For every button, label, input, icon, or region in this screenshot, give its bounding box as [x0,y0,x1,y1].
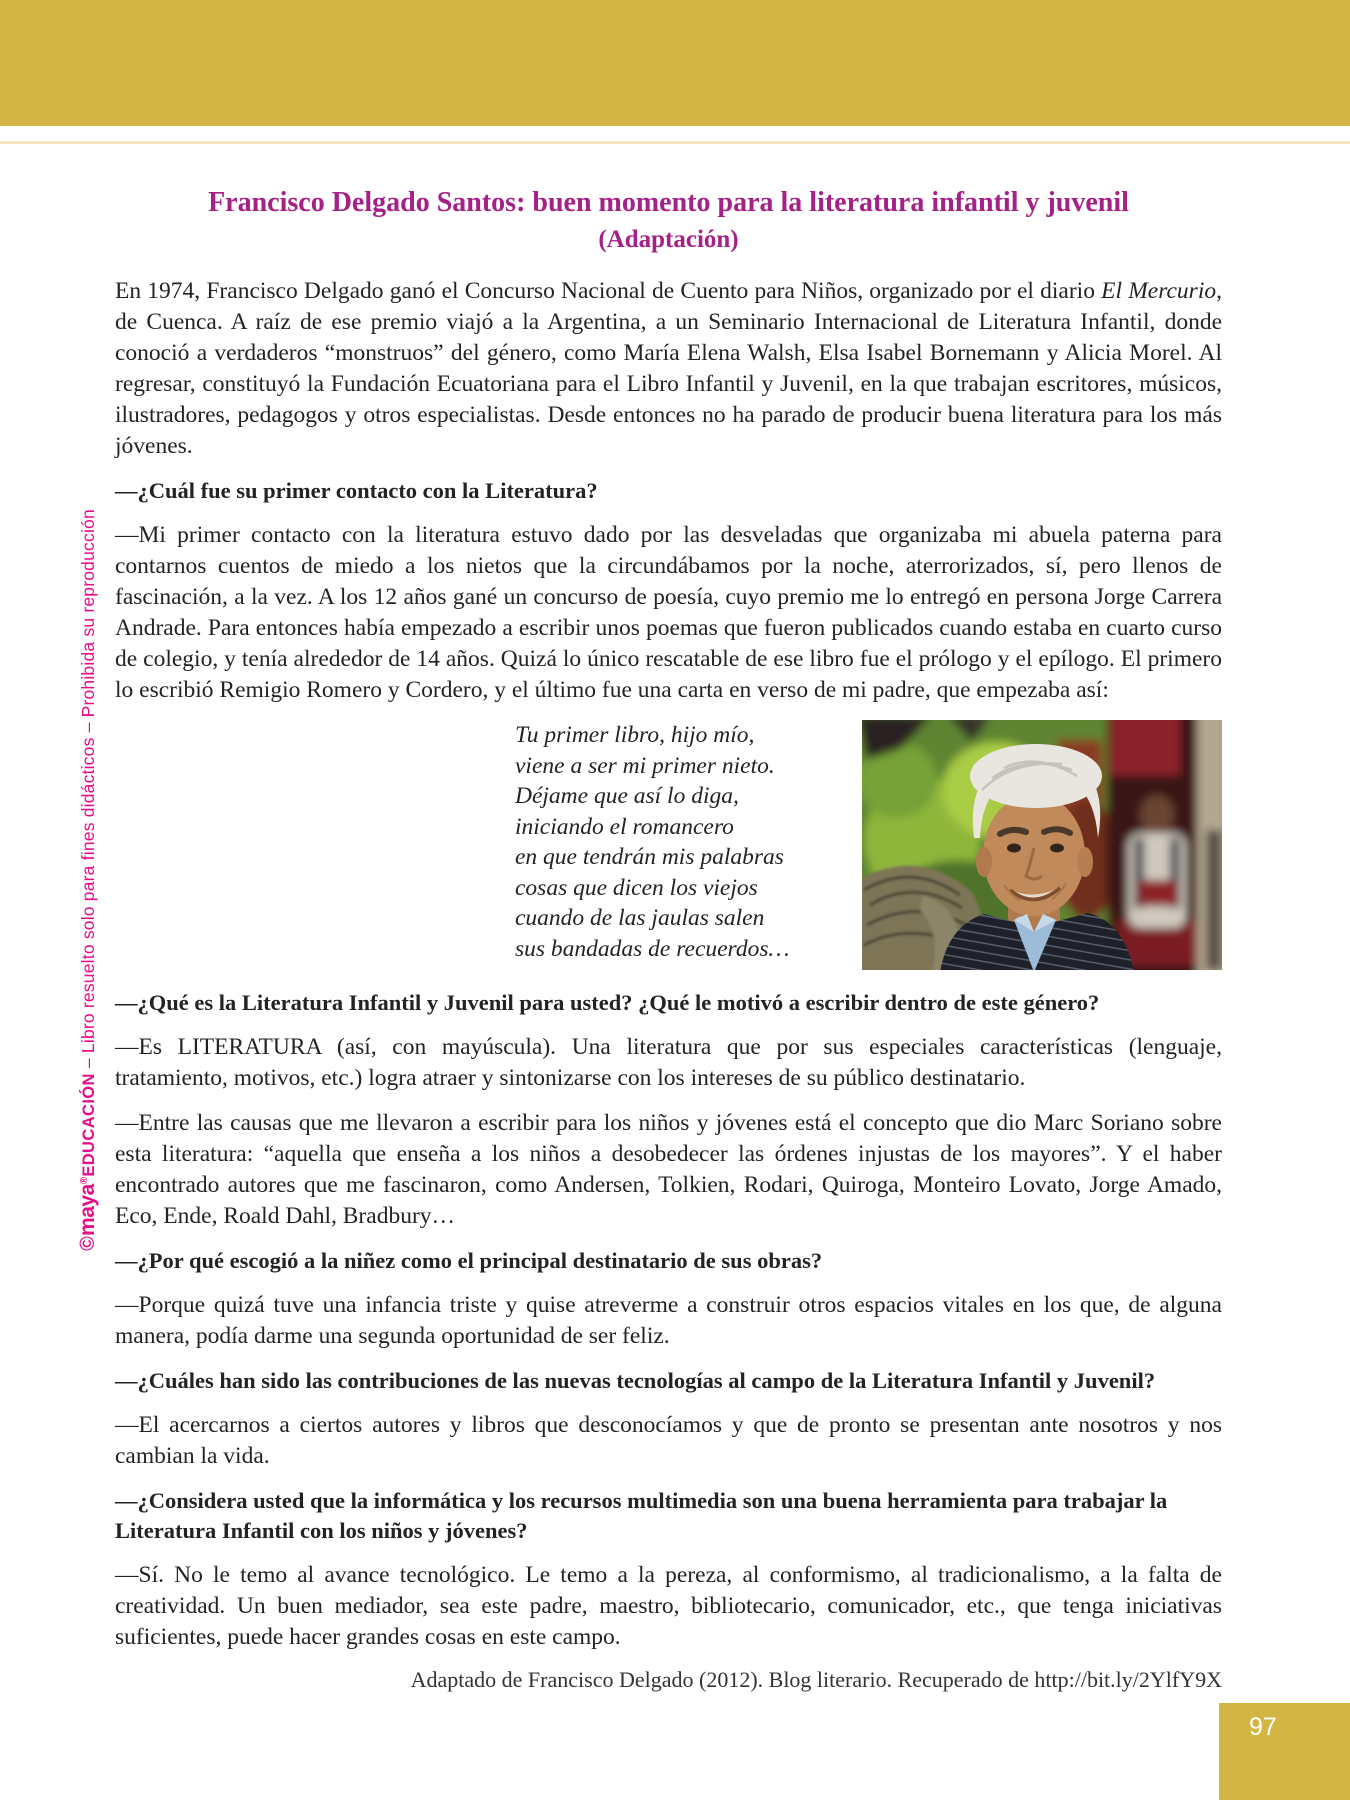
answer-6: —Sí. No le temo al avance tecnológico. Le temo a la pereza, al conformismo, al tradicionalismo, a la falta de creatividad. Un buen mediador, sea este padre, maestro, bibliotecario, comunicador, etc., que tenga iniciativas suficientes, puede hacer grandes cosas en este campo. [115,1562,1222,1650]
question-4: —¿Cuáles han sido las contribuciones de las nuevas tecnologías al campo de la Literatura Infantil y Juvenil? [115,1368,1156,1393]
header-rule [0,141,1350,144]
article-content [115,186,1222,1693]
poem-line: cosas que dicen los viejos [515,874,758,901]
question-5: —¿Considera usted que la informática y los recursos multimedia son una buena herramienta para trabajar la Literatura Infantil con los niños y jóvenes? [115,1488,1168,1543]
intro-italic-el-mercurio: El Mercurio [1101,278,1217,304]
poem-line: Déjame que así lo diga, [515,783,739,809]
question-1: —¿Cuál fue su primer contacto con la Literatura? [115,478,598,503]
question-3: —¿Por qué escogió a la niñez como el principal destinatario de sus obras? [115,1248,823,1273]
copyright-symbol: © [77,1235,99,1251]
source-attribution: Adaptado de Francisco Delgado (2012). Blog literario. Recuperado de http://bit.ly/2YlfY9X [410,1667,1222,1692]
page-number: 97 [1249,1713,1277,1741]
answer-1: —Mi primer contacto con la literatura estuvo dado por las desveladas que organizaba mi abuela paterna para contarnos cuentos de miedo a los nietos que la circundábamos por la noche, aterrorizados, sí, pero llenos de fascinación, a la vez. A los 12 años gané un concurso de poesía, cuyo premio me lo entregó en persona Jorge Carrera Andrade. Para entonces había empezado a escribir unos poemas que fueron publicados cuando estaba en cuarto curso de colegio, y tenía alrededor de 14 años. Quizá lo único rescatable de ese libro fue el prólogo y el epílogo. El primero lo escribió Remigio Romero y Cordero, y el último fue una carta en verso de mi padre, que empezaba así: [115,522,1222,703]
registered-symbol: ® [79,1176,90,1185]
poem-line: iniciando el romancero [515,813,734,840]
page-number-box [1219,1703,1350,1800]
poem-line: viene a ser mi primer nieto. [515,752,775,779]
intro-text-2: , de Cuenca. A raíz de ese premio viajó a la Argentina, a un Seminario Internacional de Literatura Infantil, donde conoció a verdaderos “monstruos” del género, como María Elena Walsh, Elsa Isabel Bornemann y Alicia Morel. Al regresar, constituyó la Fundación Ecuatoriana para el Libro Infantil y Juvenil, en la que trabajan escritores, músicos, ilustradores, pedagogos y otros especialistas. Desde entonces no ha parado de producir buena literatura para los más jóvenes. [115,278,1222,459]
question-2: —¿Qué es la Literatura Infantil y Juvenil para usted? ¿Qué le motivó a escribir dentro de este género? [115,990,1100,1015]
poem-block [115,720,862,964]
poem-and-photo-row [115,720,1222,970]
legal-notice: – Libro resuelto solo para fines didácticos – Prohibida su reproducción [78,509,98,1074]
intro-paragraph [115,276,1222,462]
article-subtitle: (Adaptación) [598,226,739,253]
brand-educacion: EDUCACIÓN [80,1073,98,1177]
brand-maya: maya [76,1184,99,1236]
portrait-photo [862,720,1222,970]
sidebar-copyright-strip [76,509,100,1251]
intro-text-1: En 1974, Francisco Delgado ganó el Concurso Nacional de Cuento para Niños, organizado por el diario [115,278,1102,304]
answer-5: —El acercarnos a ciertos autores y libros que desconocíamos y que de pronto se presentan ante nosotros y nos cambian la vida. [115,1412,1222,1469]
poem-line: sus bandadas de recuerdos… [515,935,790,962]
answer-4: —Porque quizá tuve una infancia triste y quise atreverme a construir otros espacios vitales en los que, de alguna manera, podía darme una segunda oportunidad de ser feliz. [115,1292,1222,1349]
poem-line: en que tendrán mis palabras [515,844,784,870]
poem-line: cuando de las jaulas salen [515,905,765,931]
article-title: Francisco Delgado Santos: buen momento para la literatura infantil y juvenil [208,187,1129,218]
poem-line: Tu primer libro, hijo mío, [515,722,755,748]
answer-3: —Entre las causas que me llevaron a escribir para los niños y jóvenes está el concepto que dio Marc Soriano sobre esta literatura: “aquella que enseña a los niños a desobedecer las órdenes injustas de los mayores”. Y el haber encontrado autores que me fascinaron, como Andersen, Tolkien, Rodari, Quiroga, Monteiro Lovato, Jorge Amado, Eco, Ende, Roald Dahl, Bradbury… [115,1110,1222,1229]
answer-2: —Es LITERATURA (así, con mayúscula). Una literatura que por sus especiales características (lenguaje, tratamiento, motivos, etc.) logra atraer y sintonizarse con los intereses de su público destinatario. [115,1034,1222,1091]
portrait-photo-illustration [862,720,1222,970]
top-gold-band [0,0,1350,126]
